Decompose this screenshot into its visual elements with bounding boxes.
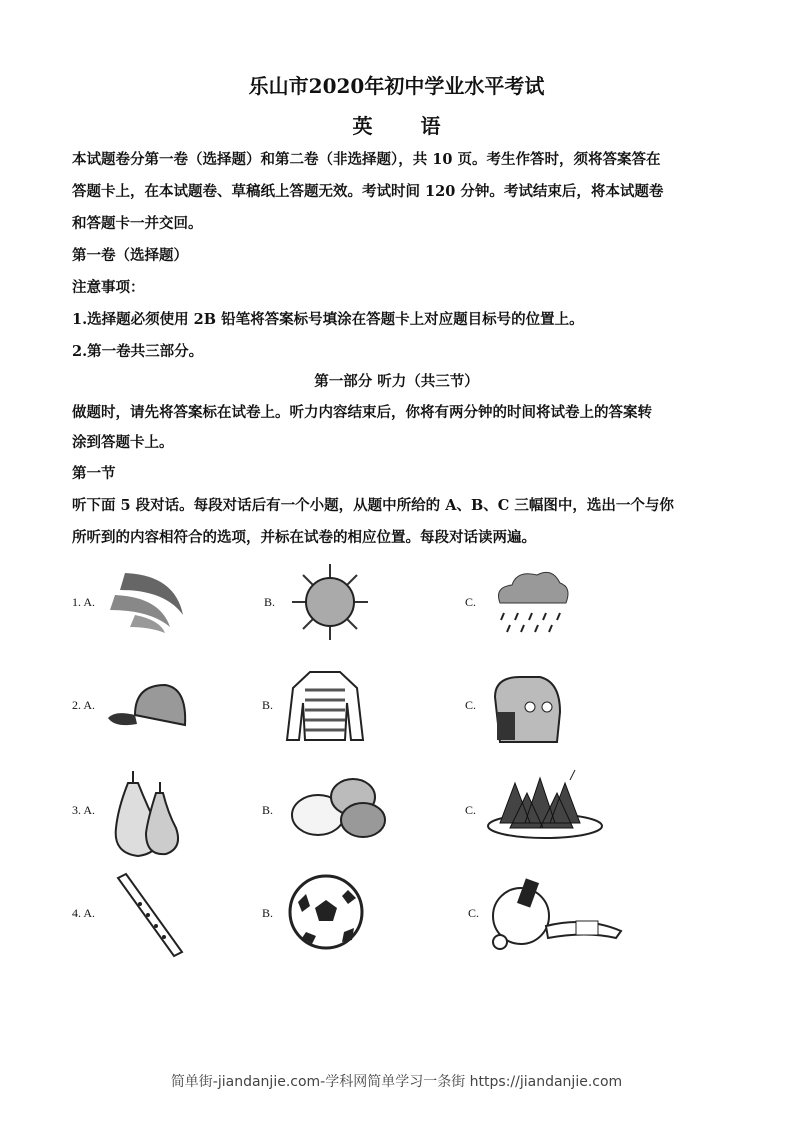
option-label: 3. A.	[72, 803, 96, 817]
option-label: B.	[262, 906, 274, 920]
option-label: 2. A.	[72, 698, 96, 712]
instruction-line: 听下面 5 段对话。每段对话后有一个小题，从题中所给的 A、B、C 三幅图中，选出一个与你	[72, 497, 674, 514]
intro-line: 和答题卡一并交回。	[72, 215, 203, 232]
option-label: B.	[262, 698, 274, 712]
option-label: 1. A.	[72, 595, 96, 609]
intro-line: 本试题卷分第一卷（选择题）和第二卷（非选择题），共 10 页。考生作答时，须将答案答在	[72, 151, 661, 168]
intro-line: 答题卡上，在本试题卷、草稿纸上答题无效。考试时间 120 分钟。考试结束后，将本试题卷	[72, 183, 664, 200]
section-heading: 第一节	[72, 465, 116, 482]
option-label: B.	[264, 595, 276, 609]
option-label: B.	[262, 803, 274, 817]
rain-cloud-icon	[492, 565, 572, 640]
cap-icon	[105, 680, 190, 735]
ping-pong-paddle-icon	[486, 876, 626, 956]
instruction-line: 所听到的内容相符合的选项，并标在试卷的相应位置。每段对话读两遍。	[72, 529, 536, 546]
sweater-icon	[285, 668, 365, 748]
footer-watermark: 简单街-jiandanjie.com-学科网简单学习一条街 https://jiandanjie.com	[170, 1074, 623, 1090]
zongzi-icon	[485, 768, 605, 840]
note-item: 2.第一卷共三部分。	[72, 343, 204, 360]
option-label: 4. A.	[72, 906, 96, 920]
instruction-line: 做题时，请先将答案标在试卷上。听力内容结束后，你将有两分钟的时间将试卷上的答案转	[72, 404, 652, 421]
backpack-icon	[485, 672, 565, 747]
note-item: 1.选择题必须使用 2B 铅笔将答案标号填涂在答题卡上对应题目标号的位置上。	[72, 311, 584, 328]
subject-title: 英 语	[352, 114, 455, 138]
volume-heading: 第一卷（选择题）	[72, 247, 188, 264]
sun-icon	[290, 562, 370, 642]
flute-icon	[110, 870, 190, 960]
option-label: C.	[465, 698, 477, 712]
part-heading: 第一部分 听力（共三节）	[314, 373, 479, 390]
wind-icon	[105, 565, 190, 635]
eggs-icon	[288, 775, 388, 840]
option-label: C.	[468, 906, 480, 920]
instruction-line: 涂到答题卡上。	[72, 434, 174, 451]
page-title: 乐山市2020年初中学业水平考试	[248, 74, 545, 98]
pears-icon	[108, 768, 183, 860]
option-label: C.	[465, 803, 477, 817]
soccer-ball-icon	[286, 872, 366, 952]
notes-heading: 注意事项：	[72, 279, 145, 296]
option-label: C.	[465, 595, 477, 609]
